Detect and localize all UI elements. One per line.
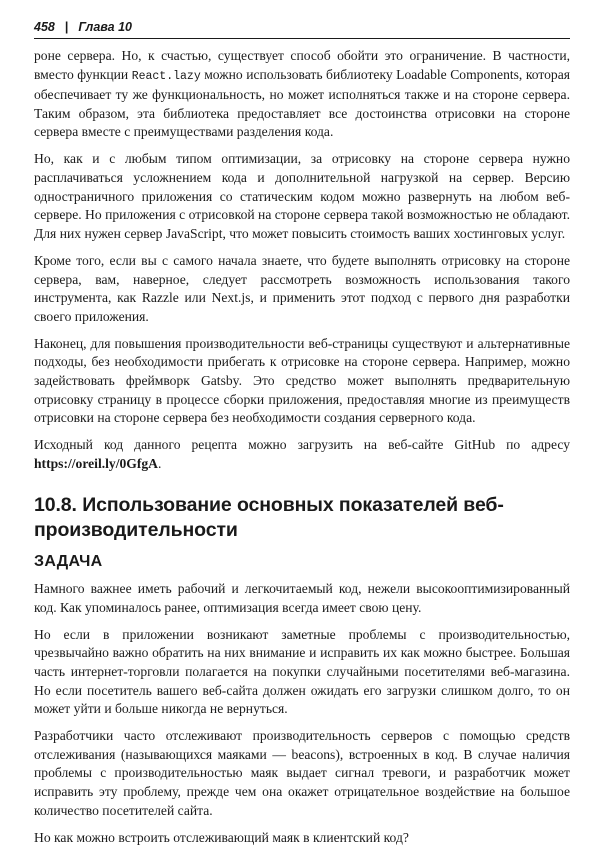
source-code-link[interactable]: https://oreil.ly/0GfgA (34, 455, 158, 471)
task-paragraph-2: Но если в приложении возникают заметные проблемы с производительностью, чрезвычайно важно обратить на них внимание и исправить их как можно быстрее. Большая часть интернет-торговли полагается на покупки случайными посетителями веб-магазина. Но если посетитель вашего веб-сайта должен ожидать его загрузки слишком долго, то он может уйти и больше никогда не вернуться. (34, 626, 570, 717)
running-header (34, 20, 570, 39)
paragraph-3: Кроме того, если вы с самого начала знаете, что будете выполнять отрисовку на стороне сервера, вам, наверное, следует рассмотреть возможность использования такого инструмента, как Razzle или Next.js, и применить этот подход с первого дня разработки своего приложения. (34, 252, 570, 324)
page-number: 458 (34, 20, 55, 34)
paragraph-5 (34, 436, 570, 473)
header-separator: | (64, 20, 69, 34)
paragraph-5-text-a: Исходный код данного рецепта можно загрузить на веб-сайте GitHub по адресу (34, 437, 570, 453)
chapter-title: Глава 10 (78, 20, 132, 34)
book-page (34, 20, 570, 856)
task-heading: ЗАДАЧА (34, 553, 103, 571)
paragraph-2: Но, как и с любым типом оптимизации, за отрисовку на стороне сервера нужно расплачиваться усложнением кода и дополнительной нагрузкой на сервер. Версию одностраничного приложения со статическим кодом можно развернуть на любом веб-сервере. Но приложения с отрисовкой на стороне сервера такой возможностью не обладают. Для них нужен сервер JavaScript, что может повысить стоимость ваших хостинговых услуг. (34, 151, 570, 241)
task-paragraph-1: Намного важнее иметь рабочий и легкочитаемый код, нежели высокооптимизированный код. Как упоминалось ранее, оптимизация всегда имеет свою цену. (34, 581, 570, 615)
inline-code-react-lazy: React.lazy (131, 69, 201, 83)
paragraph-5-text-b: . (157, 455, 162, 471)
section-heading: 10.8. Использование основных показателей веб-производительности (34, 494, 504, 542)
paragraph-1-text-b: можно использовать библиотеку Loadable Components, которая обеспечивает ту же функциональность, но может исполняться также и на стороне сервера. Таким образом, эта библиотека предоставляет все достоинства отрисовки на стороне сервера вместе с преимуществами разделения кода. (34, 66, 570, 140)
task-paragraph-4: Но как можно встроить отслеживающий маяк в клиентский код? (34, 829, 409, 845)
task-paragraph-3: Разработчики часто отслеживают производительность серверов с помощью средств отслеживания (называющихся маяками — beacons), встроенных в код. В случае наличия проблемы с производительностью маяк выдает сигнал тревоги, и разработчик может исправить эту проблему, прежде чем она окажет отрицательное воздействие на большое количество посетителей сайта. (34, 728, 570, 818)
paragraph-1-text-a: роне сервера. Но, к счастью, существует способ обойти это ограничение. В частности, вместо функции (34, 48, 570, 82)
paragraph-1 (34, 47, 570, 142)
paragraph-4: Наконец, для повышения производительности веб-страницы существуют и альтернативные подходы, без необходимости прибегать к отрисовке на стороне сервера. Например, можно задействовать фреймворк Gatsby. Это средство может выполнять предварительную отрисовку страницу в процессе сборки приложения, предоставляя многие из преимуществ отрисовки на стороне сервера без необходимости создания серверного кода. (34, 335, 570, 426)
body-text (34, 47, 570, 847)
